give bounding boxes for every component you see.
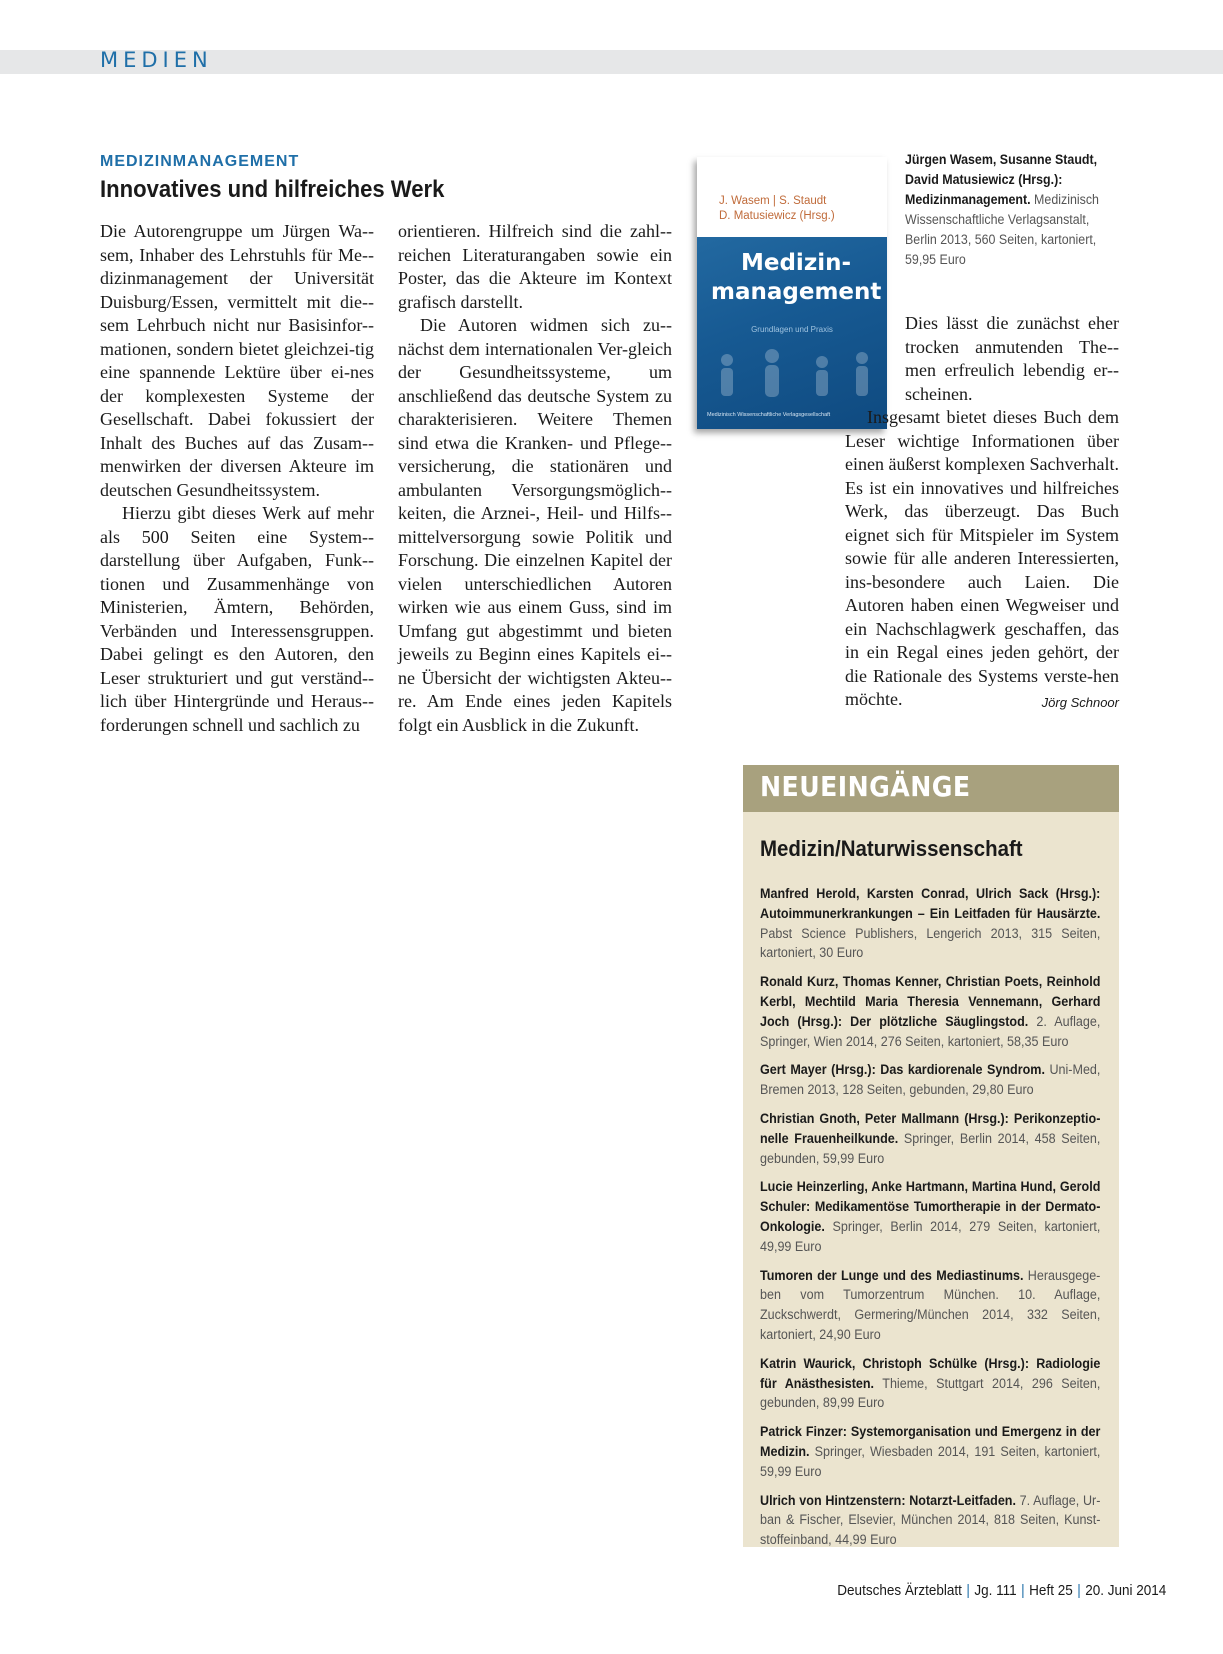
cover-title xyxy=(711,249,881,307)
cover-publisher: Medizinisch Wissenschaftliche Verlagsgesellschaft xyxy=(707,412,831,418)
item-title: Patrick Finzer: Systemorganisation und Emergenz in der Medizin. xyxy=(760,1424,1101,1459)
footer-date: 20. Juni 2014 xyxy=(1085,1582,1167,1599)
item-details: Pabst Science Publishers, Lengerich 2013, 315 Seiten, kartoniert, 30 Euro xyxy=(760,925,1101,961)
list-item xyxy=(760,1060,1100,1100)
footer-separator: | xyxy=(1021,1582,1025,1599)
paragraph: Hierzu gibt dieses Werk auf mehr als 500 Seiten eine System-darstellung über Aufgaben, Funk-tionen und Zusammenhänge von Ministerien, Ämtern, Behörden, Verbänden und Interessensgruppen. Dabei gelingt es den Autoren, den Leser strukturiert und gut verständ-lich über Hintergründe und Heraus-forderungen schnell und sachlich zu xyxy=(100,503,374,735)
list-item xyxy=(760,1177,1100,1256)
item-title: Manfred Herold, Karsten Conrad, Ulrich Sack (Hrsg.): Autoimmunerkrankungen – Ein Leitfaden für Hausärzte. xyxy=(760,886,1101,921)
paragraph: Die Autoren widmen sich zu-nächst dem internationalen Ver-gleich der Gesundheitssysteme, um anschließend das deutsche System zu charakterisieren. Weitere Themen sind etwa die Kranken- und Pflege-versicherung, die stationären und ambulanten Versorgungsmöglich-keiten, die Arznei-, Heil- und Hilfs-mittelversorgung sowie Politik und Forschung. Die einzelnen Kapitel der vielen unterschiedlichen Autoren wirken wie aus einem Guss, sind im Umfang gut abgestimmt und bieten jeweils zu Beginn eines Kapitels ei-ne Übersicht der wichtigsten Akteu-re. Am Ende eines jeden Kapitels folgt ein Ausblick in die Zukunft. xyxy=(398,315,672,735)
article-kicker: MEDIZINMANAGEMENT xyxy=(100,153,300,170)
list-item xyxy=(760,1266,1100,1345)
page-footer xyxy=(837,1582,1167,1599)
item-title: Ulrich von Hintzenstern: Notarzt-Leitfaden. xyxy=(760,1492,1016,1508)
list-item xyxy=(760,1354,1100,1413)
new-arrivals-subheading: Medizin/Naturwissenschaft xyxy=(760,836,1023,861)
item-title: Gert Mayer (Hrsg.): Das kardiorenale Syndrom. xyxy=(760,1062,1045,1078)
list-item xyxy=(760,1109,1100,1168)
list-item xyxy=(760,972,1100,1051)
item-title: Lucie Heinzerling, Anke Hartmann, Martina Hund, Gerold Schuler: Medikamentöse Tumortherapie in der Dermato-Onkologie. xyxy=(760,1179,1101,1234)
article-title: Innovatives und hilfreiches Werk xyxy=(100,176,445,203)
item-title: Katrin Waurick, Christoph Schülke (Hrsg.): Radiologie für Anästhesisten. xyxy=(760,1355,1101,1391)
new-arrivals-heading: NEUEINGÄNGE xyxy=(760,770,971,803)
footer-separator: | xyxy=(1077,1582,1081,1599)
book-info xyxy=(905,150,1103,270)
paragraph: orientieren. Hilfreich sind die zahl-reichen Literaturangaben sowie ein Poster, das die Akteure im Kontext grafisch darstellt. xyxy=(398,221,672,312)
item-title: Ronald Kurz, Thomas Kenner, Christian Poets, Reinhold Kerbl, Mechtild Maria Theresia Vennemann, Gerhard Joch (Hrsg.): Der plötzliche Säuglingstod. xyxy=(760,974,1101,1029)
cover-authors-line: D. Matusiewicz (Hrsg.) xyxy=(719,210,835,222)
list-item xyxy=(760,884,1100,963)
item-title: Christian Gnoth, Peter Mallmann (Hrsg.): Perikonzeptionelle Frauenheilkunde. xyxy=(760,1110,1101,1146)
new-arrivals-list xyxy=(760,884,1100,1559)
list-item xyxy=(760,1491,1100,1550)
book-info-details: Medizinisch Wissenschaftliche Verlagsanstalt, Berlin 2013, 560 Seiten, kartoniert, 59,95 Euro xyxy=(905,192,1099,267)
paragraph xyxy=(845,406,1119,712)
item-details: Herausgegeben vom Tumorzentrum München. 10. Auflage, Zuckschwerdt, Germering/München 2014, 332 Seiten, kartoniert, 24,90 Euro xyxy=(760,1267,1101,1342)
author-signature: Jörg Schnoor xyxy=(1041,695,1119,710)
item-details: 2. Auflage, Springer, Wien 2014, 276 Seiten, kartoniert, 58,35 Euro xyxy=(760,1013,1101,1049)
item-details: Uni-Med, Bremen 2013, 128 Seiten, gebunden, 29,80 Euro xyxy=(760,1062,1101,1098)
paragraph: Dies lässt die zunächst eher trocken anmutenden The-men erfreulich lebendig er-scheinen. xyxy=(905,313,1119,404)
footer-journal: Deutsches Ärzteblatt xyxy=(837,1582,962,1599)
article-column-1 xyxy=(100,220,374,737)
item-details: Springer, Berlin 2014, 458 Seiten, gebunden, 59,99 Euro xyxy=(760,1130,1101,1166)
footer-volume: Jg. 111 xyxy=(974,1582,1017,1599)
cover-authors-line: J. Wasem | S. Staudt xyxy=(719,195,827,207)
cover-subtitle: Grundlagen und Praxis xyxy=(751,325,833,334)
article-column-2 xyxy=(398,220,672,737)
list-item xyxy=(760,1422,1100,1481)
footer-separator: | xyxy=(966,1582,970,1599)
section-title: MEDIEN xyxy=(100,48,213,72)
item-details: Thieme, Stuttgart 2014, 296 Seiten, gebunden, 89,99 Euro xyxy=(760,1375,1101,1411)
item-details: Springer, Wiesbaden 2014, 191 Seiten, kartoniert, 59,99 Euro xyxy=(760,1443,1101,1479)
article-column-3 xyxy=(845,312,1119,715)
footer-issue: Heft 25 xyxy=(1029,1582,1073,1599)
cover-title-line: management xyxy=(711,279,882,305)
item-details: 7. Auflage, Urban & Fischer, Elsevier, München 2014, 818 Seiten, Kunststoffeinband, 44,99 Euro xyxy=(760,1492,1101,1548)
book-info-title: Jürgen Wasem, Susanne Staudt, David Matusiewicz (Hrsg.): Medizinmanagement. xyxy=(905,152,1098,207)
paragraph: Die Autorengruppe um Jürgen Wa-sem, Inhaber des Lehrstuhls für Me-dizinmanagement der Universität Duisburg/Essen, vermittelt mit die-sem Lehrbuch nicht nur Basisinfor-mationen, sondern bietet gleichzei-tig eine spannende Lektüre über ei-nes der komplexesten Systeme der Gesellschaft. Dabei fokussiert der Inhalt des Buches auf das Zusam-menwirken der diversen Akteure im deutschen Gesundheitssystem. xyxy=(100,221,374,500)
item-details: Springer, Berlin 2014, 279 Seiten, kartoniert, 49,99 Euro xyxy=(760,1218,1101,1254)
cover-authors xyxy=(719,194,835,224)
paragraph-text: Insgesamt bietet dieses Buch dem Leser wichtige Informationen über einen äußerst komplexen Sachverhalt. Es ist ein innovatives und hilfreiches Werk, das überzeugt. Das Buch eignet sich für Mitspieler im System sowie für alle anderen Interessierten, ins-besondere auch Laien. Die Autoren haben einen Wegweiser und ein Nachschlagwerk geschaffen, das in ein Regal eines jeden gehört, der die Rationale des Systems verste-hen möchte. xyxy=(845,407,1119,709)
item-title: Tumoren der Lunge und des Mediastinums. xyxy=(760,1267,1024,1283)
cover-title-line: Medizin- xyxy=(740,250,852,276)
